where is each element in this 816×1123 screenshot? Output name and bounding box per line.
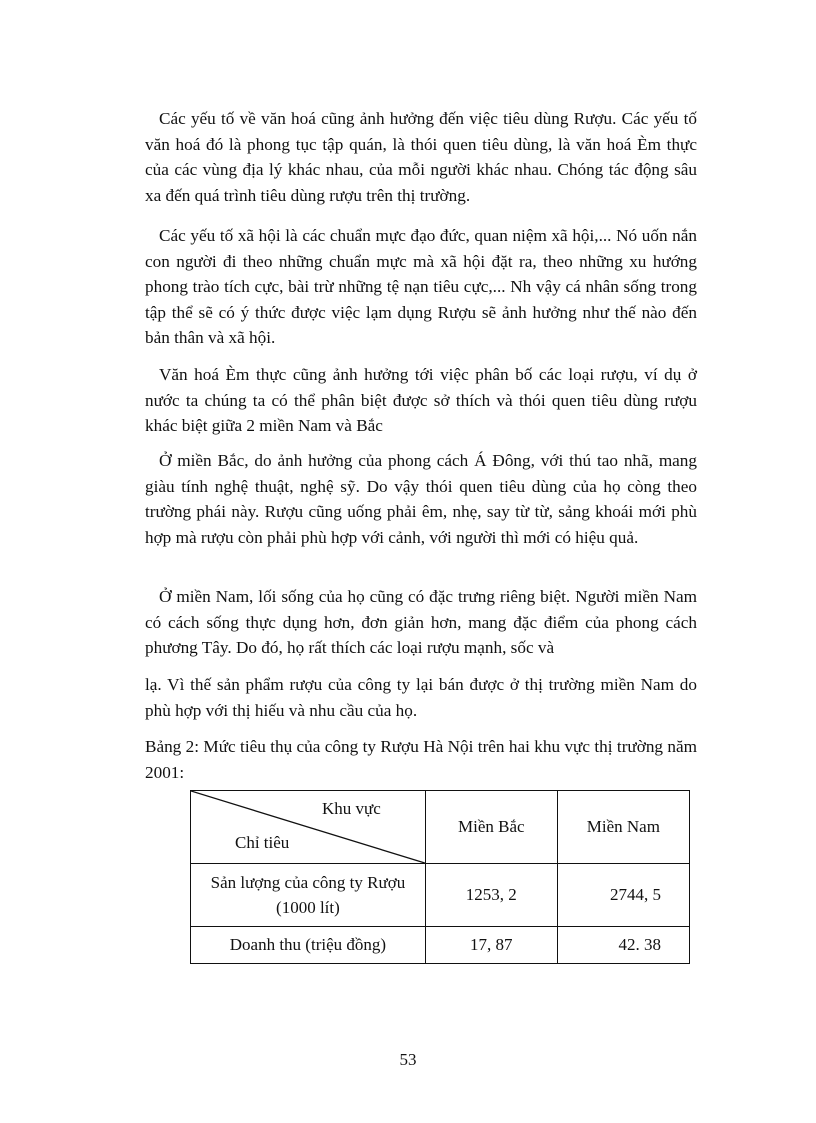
paragraph-text: Các yếu tố về văn hoá cũng ảnh hưởng đến việc tiêu dùng Rượu. Các yếu tố văn hoá đó là phong tục tập quán, là thói quen tiêu dùng, là văn hoá Èm thực của các vùng địa lý khác nhau, của mỗi người khác nhau. Chóng tác động sâu xa đến quá trình tiêu dùng rượu trên thị trường. (145, 109, 697, 205)
paragraph-north (145, 448, 697, 550)
table-corner-cell (191, 791, 426, 864)
paragraph-text: Ở miền Bắc, do ảnh hưởng của phong cách Á Đông, với thú tao nhã, mang giàu tính nghệ thuật, nghệ sỹ. Do vậy thói quen tiêu dùng của họ còng theo trường phái này. Rượu cũng uống phải êm, nhẹ, say từ từ, sảng khoái mới phù hợp mà rượu còn phải phù hợp với cảnh, với người thì mới có hiệu quả. (145, 451, 697, 547)
diagonal-line (191, 791, 425, 863)
caption-text: Bảng 2: Mức tiêu thụ của công ty Rượu Hà Nội trên hai khu vực thị trường năm 2001: (145, 737, 697, 782)
cell-revenue-north: 17, 87 (425, 927, 557, 964)
column-header-north: Miền Bắc (425, 791, 557, 864)
table-header-row (191, 791, 690, 864)
page-number: 53 (399, 1050, 417, 1069)
paragraph-culture (145, 106, 697, 208)
paragraph-text: Văn hoá Èm thực cũng ảnh hưởng tới việc phân bố các loại rượu, ví dụ ở nước ta chúng ta có thể phân biệt được sở thích và thói quen tiêu dùng rượu khác biệt giữa 2 miền Nam và Bắc (145, 365, 697, 436)
row-label-unit: (1000 lít) (276, 898, 340, 917)
row-label-output (191, 864, 426, 927)
table-row (191, 864, 690, 927)
corner-label-region: Khu vực (322, 799, 381, 818)
cell-output-north: 1253, 2 (425, 864, 557, 927)
paragraph-text: Các yếu tố xã hội là các chuẩn mực đạo đức, quan niệm xã hội,... Nó uốn nắn con người đi theo những chuẩn mực mà xã hội đặt ra, theo những xu hướng phong trào tích cực, bài trừ những tệ nạn tiêu cực,... Nh vậy cá nhân sống trong tập thể sẽ có ý thức được việc lạm dụng Rượu sẽ ảnh hưởng như thế nào đến bản thân và xã hội. (145, 226, 697, 348)
paragraph-text: lạ. Vì thế sản phẩm rượu của công ty lại bán được ở thị trường miền Nam do phù hợp với thị hiếu và nhu cầu của họ. (145, 675, 697, 720)
paragraph-food-culture (145, 362, 697, 439)
column-header-south: Miền Nam (557, 791, 689, 864)
row-label-line: Sản lượng của công ty Rượu (210, 873, 406, 892)
table-caption (145, 734, 697, 785)
paragraph-society (145, 223, 697, 351)
paragraph-south (145, 584, 697, 661)
corner-label-indicator: Chỉ tiêu (235, 833, 290, 852)
paragraph-text: Ở miền Nam, lối sống của họ cũng có đặc trưng riêng biệt. Người miền Nam có cách sống thực dụng hơn, đơn giản hơn, mang đặc điểm của phong cách phương Tây. Do đó, họ rất thích các loại rượu mạnh, sốc và (145, 587, 697, 658)
cell-revenue-south: 42. 38 (557, 927, 689, 964)
consumption-table (190, 790, 690, 964)
cell-output-south: 2744, 5 (557, 864, 689, 927)
paragraph-south-continued (145, 672, 697, 723)
table-row (191, 927, 690, 964)
row-label-revenue: Doanh thu (triệu đồng) (191, 927, 426, 964)
